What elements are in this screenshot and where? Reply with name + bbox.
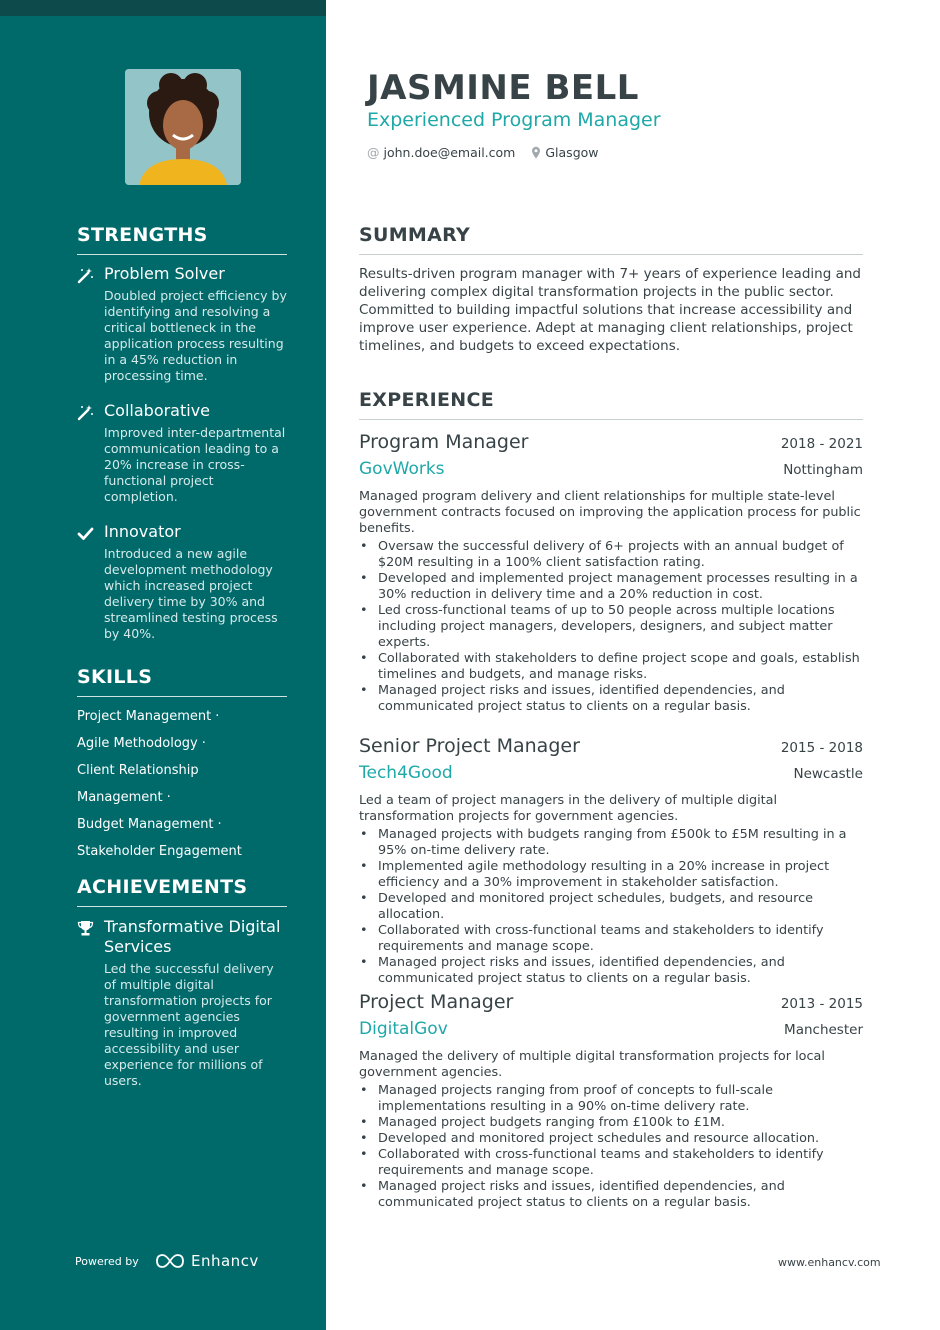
location-contact bbox=[531, 145, 598, 160]
skill-label: Project Management bbox=[77, 709, 212, 724]
job-dates: 2018 - 2021 bbox=[780, 436, 863, 452]
job-company: DigitalGov bbox=[359, 1019, 448, 1039]
job-company: Tech4Good bbox=[359, 763, 453, 783]
strengths-title: STRENGTHS bbox=[77, 224, 287, 255]
email-text: john.doe@email.com bbox=[383, 145, 516, 160]
job-header bbox=[359, 991, 863, 1013]
job-bullet: • Led cross-functional teams of up to 50 people across multiple locations including project managers, developers, designers, and subject matter experts. bbox=[359, 603, 863, 651]
skills-title: SKILLS bbox=[77, 666, 287, 697]
skill-label: Agile Methodology bbox=[77, 736, 198, 751]
experience-title: EXPERIENCE bbox=[359, 389, 863, 420]
skill-item bbox=[77, 730, 287, 757]
achievement-description: Led the successful delivery of multiple digital transformation projects for government agencies resulting in improved accessibility and user experience for millions of users. bbox=[104, 961, 274, 1088]
enhancv-logo-icon bbox=[155, 1253, 185, 1269]
job-subheader bbox=[359, 459, 863, 479]
strengths-section bbox=[77, 224, 287, 642]
strength-description: Improved inter-departmental communication leading to a 20% increase in cross-functional project completion. bbox=[104, 425, 286, 504]
job-bullets bbox=[359, 827, 863, 987]
profile-photo bbox=[125, 69, 241, 185]
skill-label: Stakeholder Engagement bbox=[77, 844, 242, 859]
magic-wand-icon bbox=[77, 404, 94, 421]
checkmark-icon bbox=[77, 525, 94, 542]
job-bullet: • Managed project risks and issues, identified dependencies, and communicated project status to clients on a regular basis. bbox=[359, 1179, 863, 1211]
job-bullet: • Managed project risks and issues, identified dependencies, and communicated project status to clients on a regular basis. bbox=[359, 955, 863, 987]
skill-separator: · bbox=[217, 817, 222, 832]
job-entry bbox=[359, 431, 863, 715]
skill-separator: · bbox=[215, 709, 220, 724]
job-bullet: • Implemented agile methodology resulting in a 20% increase in project efficiency and a 30% improvement in stakeholder satisfaction. bbox=[359, 859, 863, 891]
job-company: GovWorks bbox=[359, 459, 445, 479]
skill-item bbox=[77, 838, 287, 865]
achievement-title: Transformative Digital Services bbox=[104, 917, 281, 956]
skill-separator: · bbox=[201, 736, 206, 751]
job-location: Nottingham bbox=[783, 462, 863, 478]
job-title: Project Manager bbox=[359, 991, 514, 1013]
map-pin-icon bbox=[531, 146, 541, 159]
job-dates: 2013 - 2015 bbox=[780, 996, 863, 1012]
job-header bbox=[359, 735, 863, 757]
email-contact[interactable] bbox=[367, 145, 515, 160]
job-bullet: • Collaborated with cross-functional teams and stakeholders to identify requirements and manage scope. bbox=[359, 923, 863, 955]
job-bullet: • Managed projects with budgets ranging from £500k to £5M resulting in a 95% on-time delivery rate. bbox=[359, 827, 863, 859]
achievements-title: ACHIEVEMENTS bbox=[77, 876, 287, 907]
strength-title: Innovator bbox=[104, 522, 181, 541]
job-location: Newcastle bbox=[793, 766, 863, 782]
skills-list bbox=[77, 703, 287, 865]
location-text: Glasgow bbox=[545, 145, 599, 160]
powered-by-label: Powered by bbox=[75, 1255, 139, 1268]
job-bullets bbox=[359, 539, 863, 715]
job-bullet: • Developed and monitored project schedules, budgets, and resource allocation. bbox=[359, 891, 863, 923]
job-description: Managed program delivery and client relationships for multiple state-level government contracts focused on improving the application process for public benefits. bbox=[359, 489, 861, 536]
job-entry bbox=[359, 735, 863, 987]
job-bullet: • Developed and monitored project schedules and resource allocation. bbox=[359, 1131, 863, 1147]
job-bullet: • Oversaw the successful delivery of 6+ projects with an annual budget of $20M resulting in a 100% client satisfaction rating. bbox=[359, 539, 863, 571]
job-subheader bbox=[359, 763, 863, 783]
brand-name: Enhancv bbox=[191, 1252, 259, 1270]
achievements-section bbox=[77, 876, 287, 1089]
strength-description: Doubled project efficiency by identifying and resolving a critical bottleneck in the application process resulting in a 45% reduction in processing time. bbox=[104, 288, 287, 383]
job-header bbox=[359, 431, 863, 453]
person-name: JASMINE BELL bbox=[367, 68, 639, 108]
job-bullet: • Managed projects ranging from proof of concepts to full-scale implementations resulting in a 90% on-time delivery rate. bbox=[359, 1083, 863, 1115]
skill-item bbox=[77, 757, 287, 811]
job-bullet: • Collaborated with stakeholders to define project scope and goals, establish timelines and budgets, and manage risks. bbox=[359, 651, 863, 683]
magic-wand-icon bbox=[77, 267, 94, 284]
job-bullet: • Developed and implemented project management processes resulting in a 30% reduction in delivery time and a 20% reduction in cost. bbox=[359, 571, 863, 603]
achievement-item bbox=[77, 917, 287, 1089]
brand-logo[interactable] bbox=[155, 1252, 259, 1270]
job-description: Managed the delivery of multiple digital transformation projects for local government agencies. bbox=[359, 1049, 825, 1080]
job-description: Led a team of project managers in the delivery of multiple digital transformation projects for government agencies. bbox=[359, 793, 778, 824]
job-bullet: • Managed project risks and issues, identified dependencies, and communicated project status to clients on a regular basis. bbox=[359, 683, 863, 715]
avatar-illustration bbox=[125, 69, 241, 185]
summary-title: SUMMARY bbox=[359, 224, 863, 255]
person-headline: Experienced Program Manager bbox=[367, 109, 661, 131]
strength-item bbox=[77, 264, 287, 384]
strength-description: Introduced a new agile development methodology which increased project delivery time by 30% and streamlined testing process by 40%. bbox=[104, 546, 278, 641]
contact-info bbox=[367, 145, 599, 160]
strength-title: Collaborative bbox=[104, 401, 211, 420]
at-icon: @ bbox=[367, 145, 380, 160]
sidebar bbox=[0, 0, 326, 1330]
strength-item bbox=[77, 401, 287, 505]
footer-url-link[interactable]: www.enhancv.com bbox=[778, 1256, 881, 1269]
job-bullets bbox=[359, 1083, 863, 1211]
skill-item bbox=[77, 811, 287, 838]
strength-title: Problem Solver bbox=[104, 264, 225, 283]
skill-separator: · bbox=[166, 790, 171, 805]
job-title: Program Manager bbox=[359, 431, 529, 453]
skills-section bbox=[77, 666, 287, 865]
skill-label: Client Relationship Management bbox=[77, 763, 199, 805]
sidebar-top-bar bbox=[0, 0, 326, 16]
job-title: Senior Project Manager bbox=[359, 735, 580, 757]
job-bullet: • Collaborated with cross-functional teams and stakeholders to identify requirements and manage scope. bbox=[359, 1147, 863, 1179]
job-location: Manchester bbox=[784, 1022, 863, 1038]
job-dates: 2015 - 2018 bbox=[780, 740, 863, 756]
skill-item bbox=[77, 703, 287, 730]
trophy-icon bbox=[77, 920, 94, 937]
job-subheader bbox=[359, 1019, 863, 1039]
job-bullet: • Managed project budgets ranging from £100k to £1M. bbox=[359, 1115, 863, 1131]
strength-item bbox=[77, 522, 287, 642]
job-entry bbox=[359, 991, 863, 1211]
summary-text: Results-driven program manager with 7+ years of experience leading and delivering complex digital transformation projects in the public sector. Committed to building impactful solutions that increase accessibility and improve user experience. Adept at managing client relationships, project timelines, and budgets to exceed expectations. bbox=[359, 266, 861, 354]
skill-label: Budget Management bbox=[77, 817, 214, 832]
